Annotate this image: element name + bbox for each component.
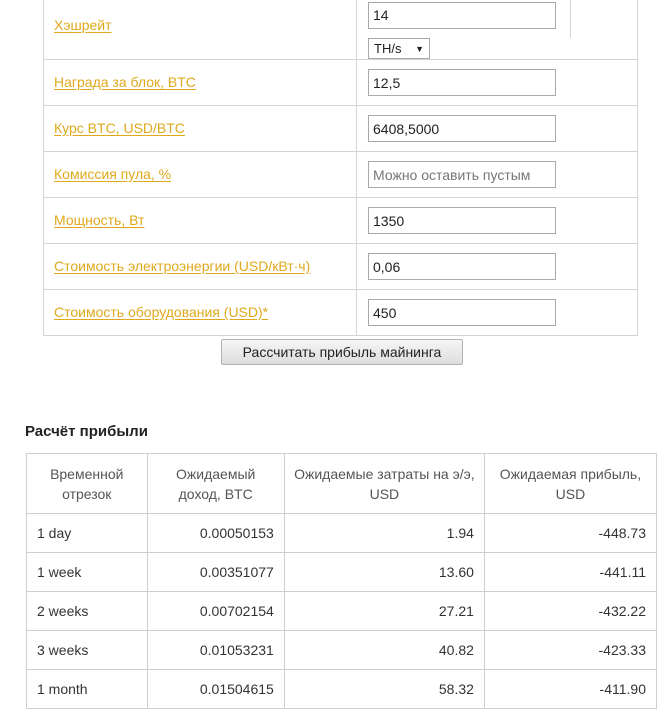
- period-cell: 1 month: [27, 670, 148, 709]
- header-profit: Ожидаемая прибыль, USD: [484, 454, 656, 514]
- electricity-cost-input[interactable]: [368, 253, 556, 280]
- income-cell: 0.01053231: [147, 631, 284, 670]
- period-cell: 2 weeks: [27, 592, 148, 631]
- cost-cell: 1.94: [284, 514, 484, 553]
- form-row-power: [44, 198, 638, 244]
- power-input[interactable]: [368, 207, 556, 234]
- form-row-pool-fee: [44, 152, 638, 198]
- profit-cell: -448.73: [484, 514, 656, 553]
- income-cell: 0.00351077: [147, 553, 284, 592]
- block-reward-input[interactable]: [368, 69, 556, 96]
- divider: [570, 0, 571, 38]
- table-row: [27, 670, 657, 709]
- pool-fee-input[interactable]: [368, 161, 556, 188]
- hardware-cost-label-link[interactable]: Стоимость оборудования (USD)*: [54, 303, 269, 320]
- header-period: Временной отрезок: [27, 454, 148, 514]
- form-row-btc-rate: [44, 106, 638, 152]
- calculate-profit-button[interactable]: Рассчитать прибыль майнинга: [221, 339, 463, 365]
- income-cell: 0.01504615: [147, 670, 284, 709]
- table-row: [27, 592, 657, 631]
- form-row-block-reward: [44, 60, 638, 106]
- power-label-link[interactable]: Мощность, Вт: [54, 211, 145, 228]
- profit-cell: -432.22: [484, 592, 656, 631]
- form-row-hardware-cost: [44, 290, 638, 336]
- hashrate-unit-value: TH/s: [374, 41, 402, 56]
- header-income: Ожидаемый доход, BTC: [147, 454, 284, 514]
- profit-cell: -441.11: [484, 553, 656, 592]
- results-header-row: [27, 454, 657, 514]
- table-row: [27, 553, 657, 592]
- period-cell: 3 weeks: [27, 631, 148, 670]
- hashrate-unit-select[interactable]: [368, 38, 430, 59]
- income-cell: 0.00702154: [147, 592, 284, 631]
- hardware-cost-input[interactable]: [368, 299, 556, 326]
- cost-cell: 40.82: [284, 631, 484, 670]
- electricity-cost-label-link[interactable]: Стоимость электроэнергии (USD/кВт·ч): [54, 257, 311, 274]
- form-row-hashrate: [44, 0, 638, 60]
- cost-cell: 27.21: [284, 592, 484, 631]
- cost-cell: 58.32: [284, 670, 484, 709]
- hashrate-input[interactable]: [368, 2, 556, 29]
- hashrate-label-link[interactable]: Хэшрейт: [54, 16, 112, 33]
- form-row-electricity-cost: [44, 244, 638, 290]
- pool-fee-label-link[interactable]: Комиссия пула, %: [54, 165, 172, 182]
- header-cost: Ожидаемые затраты на э/э, USD: [284, 454, 484, 514]
- period-cell: 1 day: [27, 514, 148, 553]
- cost-cell: 13.60: [284, 553, 484, 592]
- profit-cell: -423.33: [484, 631, 656, 670]
- dropdown-arrow-icon: ▼: [415, 43, 424, 54]
- calculator-form: [43, 0, 638, 336]
- results-table: [26, 453, 657, 709]
- btc-rate-label-link[interactable]: Курс BTC, USD/BTC: [54, 119, 185, 136]
- btc-rate-input[interactable]: [368, 115, 556, 142]
- profit-cell: -411.90: [484, 670, 656, 709]
- table-row: [27, 514, 657, 553]
- period-cell: 1 week: [27, 553, 148, 592]
- block-reward-label-link[interactable]: Награда за блок, BTC: [54, 73, 196, 90]
- table-row: [27, 631, 657, 670]
- results-title: Расчёт прибыли: [25, 423, 148, 440]
- income-cell: 0.00050153: [147, 514, 284, 553]
